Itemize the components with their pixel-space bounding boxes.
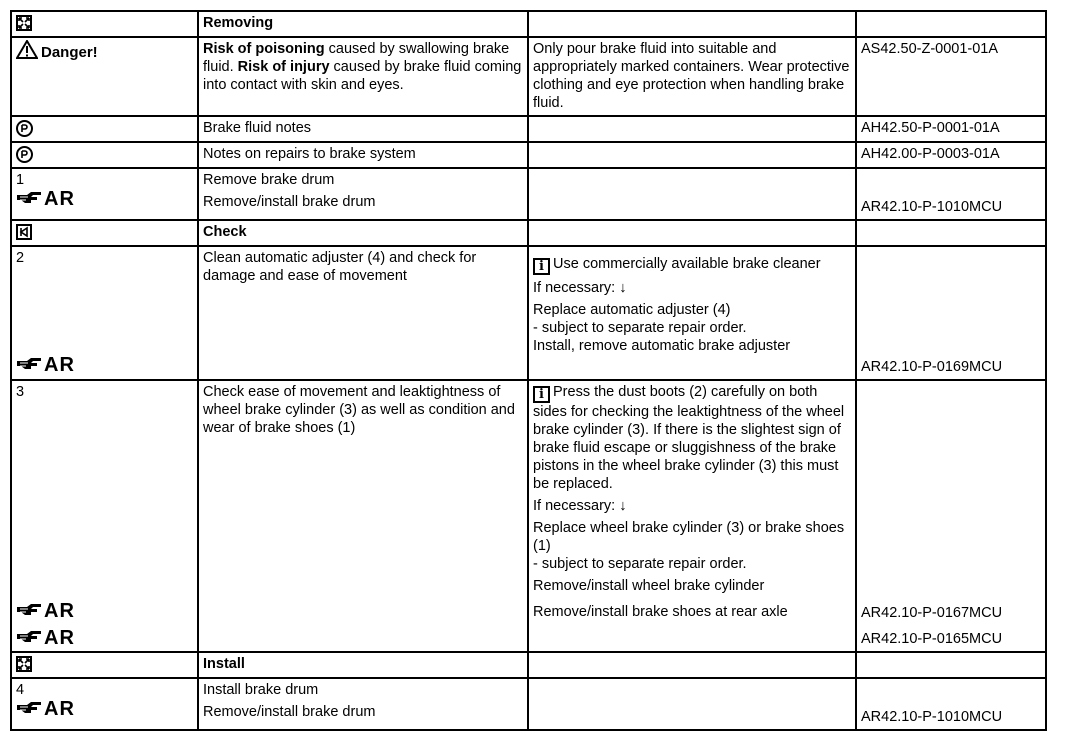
step-action: Install brake drum xyxy=(203,682,319,698)
replace-instruction: Replace wheel brake cylinder (3) or brake shoes (1) xyxy=(533,520,845,554)
ar-link-text-wheel-cylinder[interactable]: Remove/install wheel brake cylinder xyxy=(533,578,765,594)
info-text: Press the dust boots (2) carefully on both sides for checking the leaktightness of the wheel brake cylinder (3). If there is the slightest sign of brake fluid escape or sluggishness of the brake pistons in the wheel brake cylinder (3) this must be replaced. xyxy=(533,384,845,492)
section-title-check: Check xyxy=(203,224,247,240)
ar-reference-wheel-cylinder[interactable]: AR42.10-P-0167MCU xyxy=(861,605,1003,621)
reference-brake-fluid-notes[interactable]: AH42.50-P-0001-01A xyxy=(861,120,1000,136)
if-necessary: If necessary: ↓ xyxy=(533,498,627,514)
step-action: Remove brake drum xyxy=(203,172,335,188)
step-row-3 xyxy=(11,380,1046,652)
info-icon: i xyxy=(533,386,550,403)
ar-reference-brake-shoes[interactable]: AR42.10-P-0165MCU xyxy=(861,631,1003,647)
ar-pointer-icon[interactable] xyxy=(16,628,75,648)
section-row-check xyxy=(11,220,1046,246)
danger-reference: AS42.50-Z-0001-01A xyxy=(861,41,999,57)
link-repair-notes[interactable]: Notes on repairs to brake system xyxy=(203,146,416,162)
reference-repair-notes[interactable]: AH42.00-P-0003-01A xyxy=(861,146,1000,162)
ar-label: AR xyxy=(44,627,75,649)
remove-install-icon xyxy=(16,656,32,672)
ar-pointer-icon[interactable] xyxy=(16,189,75,209)
step-action: Check ease of movement and leaktightness of wheel brake cylinder (3) as well as condition and wear of brake shoes (1) xyxy=(203,384,515,436)
section-title-install: Install xyxy=(203,656,245,672)
step-number: 4 xyxy=(16,682,25,698)
ar-reference[interactable]: AR42.10-P-1010MCU xyxy=(861,709,1003,725)
step-number: 2 xyxy=(16,250,25,266)
if-necessary: If necessary: ↓ xyxy=(533,280,627,296)
step-action: Clean automatic adjuster (4) and check for damage and ease of movement xyxy=(203,250,477,284)
ar-pointer-icon[interactable] xyxy=(16,601,75,621)
repair-order-note: - subject to separate repair order. xyxy=(533,556,747,572)
check-icon xyxy=(16,224,32,240)
info-icon: i xyxy=(533,258,550,275)
risk-injury: Risk of injury xyxy=(237,59,330,75)
step-number: 1 xyxy=(16,172,25,188)
notes-icon xyxy=(16,146,33,163)
link-brake-fluid-notes[interactable]: Brake fluid notes xyxy=(203,120,312,136)
risk-injury-text: caused by brake fluid coming into contact with skin and eyes. xyxy=(203,59,522,93)
ar-label: AR xyxy=(44,698,75,720)
ar-label: AR xyxy=(44,600,75,622)
risk-poisoning: Risk of poisoning xyxy=(203,41,325,57)
danger-label: Danger! xyxy=(41,44,98,61)
ar-label: AR xyxy=(44,188,75,210)
remove-install-icon xyxy=(16,15,32,31)
step-row-2 xyxy=(11,246,1046,380)
ar-reference[interactable]: AR42.10-P-1010MCU xyxy=(861,199,1003,215)
danger-instruction: Only pour brake fluid into suitable and appropriately marked containers. Wear protective clothing and eye protection when handling brake fluid. xyxy=(533,41,850,111)
ar-label: AR xyxy=(44,354,75,376)
step-row-1 xyxy=(11,168,1046,220)
ar-pointer-icon[interactable] xyxy=(16,355,75,375)
danger-row xyxy=(11,37,1046,116)
ar-link-text-brake-shoes[interactable]: Remove/install brake shoes at rear axle xyxy=(533,604,788,620)
info-text: Use commercially available brake cleaner xyxy=(553,256,821,272)
section-row-install xyxy=(11,652,1046,678)
section-row-removing xyxy=(11,11,1046,37)
step-row-4 xyxy=(11,678,1046,730)
risk-poisoning-text: caused by swallowing brake fluid. xyxy=(203,41,510,75)
note-row-brake-fluid xyxy=(11,116,1046,142)
replace-instruction: Replace automatic adjuster (4) xyxy=(533,302,731,318)
section-title-removing: Removing xyxy=(203,15,274,31)
ar-link-text[interactable]: Install, remove automatic brake adjuster xyxy=(533,338,791,354)
procedure-table xyxy=(10,10,1047,731)
warning-triangle-icon xyxy=(16,40,38,64)
ar-link-text[interactable]: Remove/install brake drum xyxy=(203,704,376,720)
repair-order-note: - subject to separate repair order. xyxy=(533,320,747,336)
ar-reference[interactable]: AR42.10-P-0169MCU xyxy=(861,359,1003,375)
step-number: 3 xyxy=(16,384,25,400)
ar-link-text[interactable]: Remove/install brake drum xyxy=(203,194,376,210)
notes-icon xyxy=(16,120,33,137)
ar-pointer-icon[interactable] xyxy=(16,699,75,719)
note-row-repairs xyxy=(11,142,1046,168)
